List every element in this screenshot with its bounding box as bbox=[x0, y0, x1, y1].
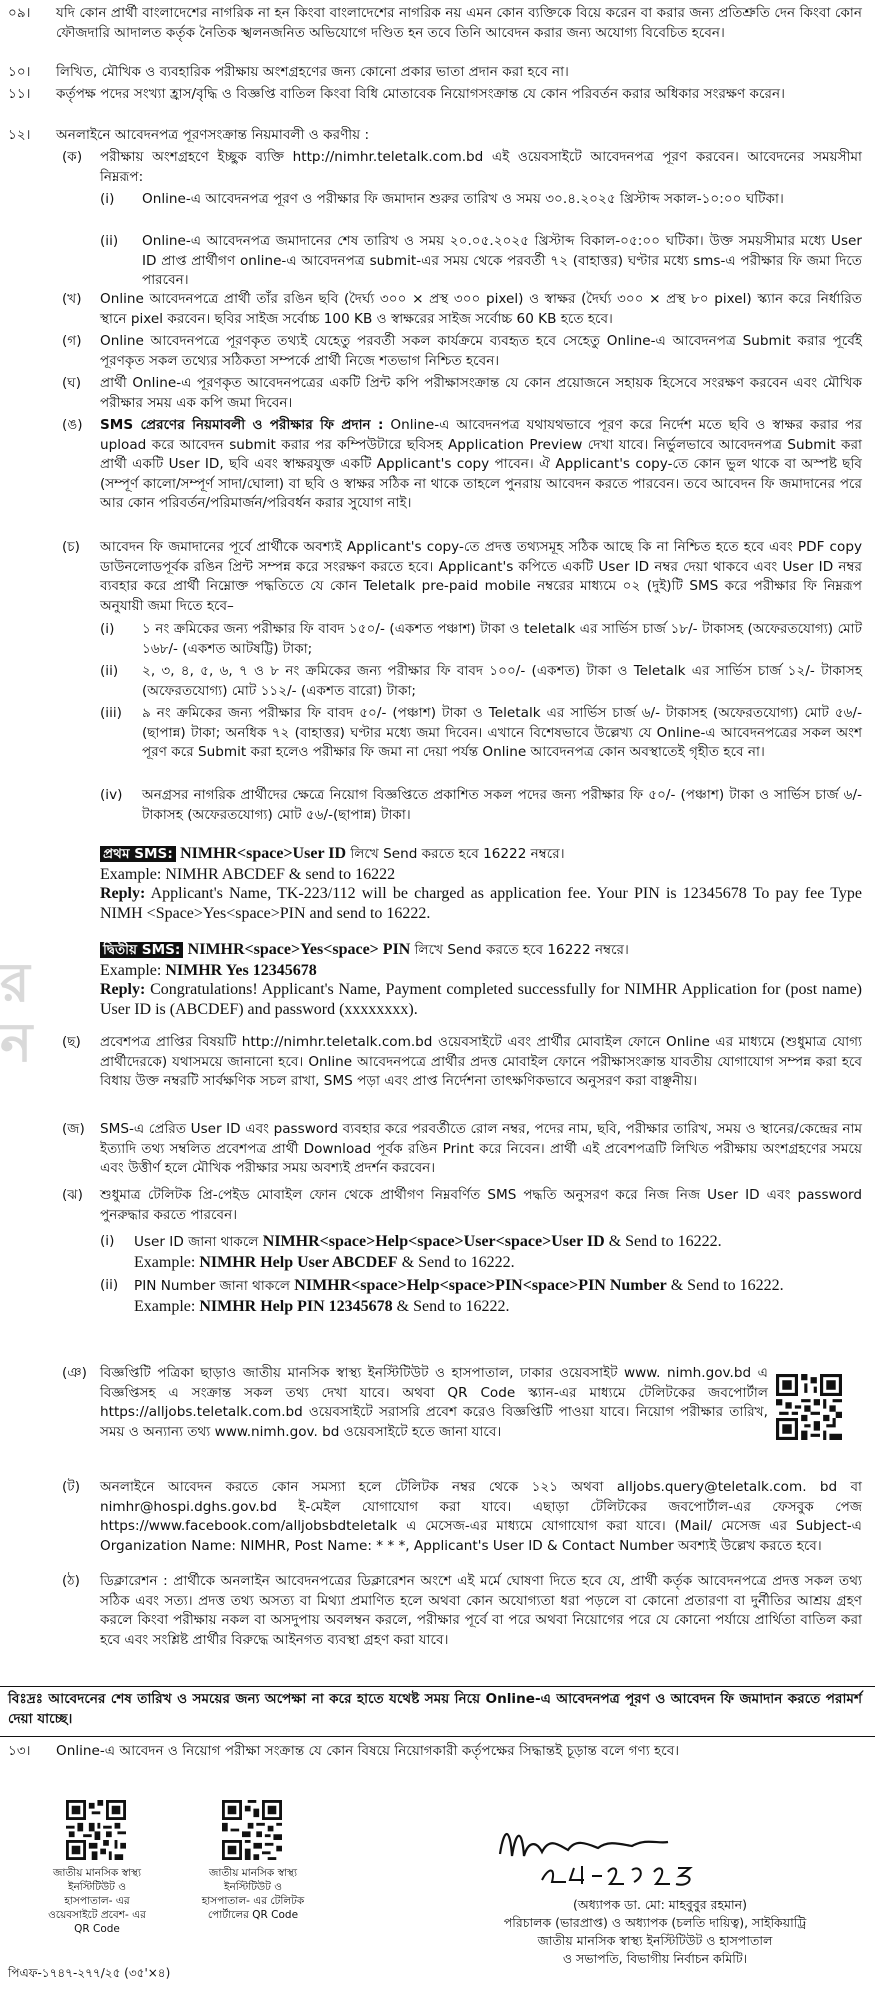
sub-text: ৯ নং ক্রমিকের জন্য পরীক্ষার ফি বাবদ ৫০/- (পঞ্চাশ) টাকা ও Teletalk এর সার্ভিস চার্জ ৬/- টাকাসহ (অফেরতযোগ্য) মোট ৫৬/- (ছাপান্ন) টাকা; অনধিক ৭২ (বাহাত্তর) ঘণ্টার মধ্যে জমা দিবেন। এখানে বিশেষভাবে উল্লেখ্য যে Online-এ আবেদনপত্রের সকল অংশ পূরণ করে Submit করা হলেও পরীক্ষার ফি জমা না দেয়া পর্যন্ত Online আবেদনপত্র কোন অবস্থাতেই গৃহীত হবে না। bbox=[142, 705, 862, 760]
section-text: অনলাইনে আবেদন করতে কোন সমস্যা হলে টেলিটক নম্বর থেকে ১২১ অথবা alljobs.query@teletalk.com. bd বা nimhr@hospi.dghs.gov.bd ই-মেইল যোগাযোগ করা যাবে। এছাড়া টেলিটকের জবপোর্টাল-এর ফেসবুক পেজ https://www.facebook.com/alljobsbdteletalk এ মেসেজ-এর মাধ্যমে যোগাযোগ করা যাবে। (Mail/ মেসেজ এর Subject-এ Organization Name: NIMHR, Post Name: * * *, Applicant's User ID & Contact Number অবশ্যই উল্লেখ করতে হবে। bbox=[100, 1479, 862, 1554]
sms-second-reply: Congratulations! Applicant's Name, Payment completed successfully for NIMHR Application for (post name) User ID is (ABCDEF) and password (xxxxxxxx). bbox=[100, 981, 862, 1018]
sms-second-block bbox=[100, 940, 862, 1028]
sms-first-reply: Applicant's Name, TK-223/112 will be charged as application fee. Your PIN is 12345678 To pay fee Type NIMH <Space>Yes<space>PIN and send to 16222. bbox=[100, 885, 862, 922]
sub-text: ১ নং ক্রমিকের জন্য পরীক্ষার ফি বাবদ ১৫০/- (একশত পঞ্চাশ) টাকা ও teletalk এর সার্ভিস চার্জ ১৮/- টাকাসহ (অফেরতযোগ্য) মোট ১৬৮/- (একশত আটষট্টি) টাকা; bbox=[142, 621, 862, 657]
signatory-committee: ও সভাপতি, বিভাগীয় নির্বাচন কমিটি। bbox=[562, 1951, 748, 1966]
section-label: (চ) bbox=[62, 539, 80, 555]
reply-label: Reply: bbox=[100, 885, 146, 902]
item-text: লিখিত, মৌখিক ও ব্যবহারিক পরীক্ষায় অংশগ্রহণের জন্য কোনো প্রকার ভাতা প্রদান করা হবে না। bbox=[56, 64, 569, 80]
section-ta bbox=[0, 1478, 875, 1568]
note-advice: বিঃদ্রঃ আবেদনের শেষ তারিখ ও সময়ের জন্য অপেক্ষা না করে হাতে যথেষ্ট সময় নিয়ে Online-এ আবেদনপত্র পূরণ ও আবেদন ফি জমাদান করতে পরামর্শ দেয়া যাচ্ছে। bbox=[8, 1691, 862, 1727]
section-text: Online আবেদনপত্রে পূরণকৃত তথ্যই যেহেতু পরবর্তী সকল কার্যক্রমে ব্যবহৃত হবে সেহেতু Online-এ আবেদনপত্র Submit করার পূর্বেই পূরণকৃত সকল তথ্যের সঠিকতা সম্পর্কে প্রার্থী নিজে শতভাগ নিশ্চিত হবেন। bbox=[100, 333, 862, 369]
sub-label: (ii) bbox=[100, 233, 119, 249]
sub-text: Online-এ আবেদনপত্র জমাদানের শেষ তারিখ ও সময় ২০.০৫.২০২৫ খ্রিস্টাব্দ বিকাল-০৫:০০ ঘটিকা। উক্ত সময়সীমার মধ্যে User ID প্রাপ্ত প্রার্থীগণ online-এ আবেদনপত্র submit-এর সময় থেকে পরবর্তী ৭২ (বাহাত্তর) ঘণ্টার মধ্যে sms-এ পরীক্ষার ফি জমা দিতে পারবেন। bbox=[142, 233, 862, 288]
sms-second-instruction: লিখে Send করতে হবে 16222 নম্বরে। bbox=[410, 942, 629, 958]
item-13 bbox=[0, 1742, 875, 1764]
section-text: Online আবেদনপত্রে প্রার্থী তাঁর রঙিন ছবি (দৈর্ঘ্য ৩০০ × প্রস্থ ৩০০ pixel) ও স্বাক্ষর (দৈর্ঘ্য ৩০০ × প্রস্থ ৮০ pixel) স্ক্যান করে নির্ধারিত স্থানে pixel করবেন। ছবির সাইজ সর্বোচ্চ 100 KB ও স্বাক্ষরের সাইজ সর্বোচ্চ 60 KB হতে হবে। bbox=[100, 291, 862, 327]
watermark-letters: র ন bbox=[0, 951, 33, 1074]
section-text: শুধুমাত্র টেলিটক প্রি-পেইড মোবাইল ফোন থেকে প্রার্থীগণ নিম্নবর্ণিত SMS পদ্ধতি অনুসরণ করে নিজ নিজ User ID এবং password পুনরুদ্ধার করতে পারবেন। bbox=[100, 1187, 862, 1223]
item-text: অনলাইনে আবেদনপত্র পূরণসংক্রান্ত নিয়মাবলী ও করণীয় : bbox=[56, 127, 370, 143]
signatory-name: (অধ্যাপক ডা. মো: মাহবুবুর রহমান) bbox=[573, 1897, 747, 1912]
recover-pin-text: PIN Number জানা থাকলে bbox=[134, 1278, 295, 1294]
recover-pin-example-send: & Send to 16222. bbox=[392, 1297, 510, 1315]
example-prefix: Example: bbox=[100, 961, 166, 979]
section-label: (ছ) bbox=[62, 1034, 81, 1050]
sub-label: (i) bbox=[100, 1233, 115, 1249]
item-12 bbox=[0, 126, 875, 148]
section-tha bbox=[0, 1572, 875, 1680]
item-number: ১৩। bbox=[8, 1743, 31, 1759]
sub-label: (iv) bbox=[100, 787, 123, 803]
recover-userid-code: NIMHR<space>Help<space>User<space>User ID bbox=[262, 1233, 605, 1250]
section-text: SMS-এ প্রেরিত User ID এবং password ব্যবহার করে পরবর্তীতে রোল নম্বর, পদের নাম, ছবি, পরীক্ষার তারিখ, সময় ও স্থানের/কেন্দ্রের নাম ইত্যাদি তথ্য সম্বলিত প্রবেশপত্র প্রার্থী Download পূর্বক রঙিন Print করে নিবেন। প্রার্থী এই প্রবেশপত্রটি লিখিত পরীক্ষায় অংশগ্রহণের সময়ে এবং উত্তীর্ণ হলে মৌখিক পরীক্ষার সময় অবশ্যই প্রদর্শন করবেন। bbox=[100, 1121, 862, 1176]
section-label: (গ) bbox=[62, 333, 82, 349]
item-11 bbox=[0, 85, 875, 127]
example-prefix: Example: bbox=[134, 1297, 200, 1315]
sub-label: (i) bbox=[100, 191, 115, 207]
section-cha bbox=[0, 538, 875, 834]
item-number: ১১। bbox=[8, 86, 31, 102]
section-label: (ঞ) bbox=[62, 1365, 87, 1381]
section-label: (জ) bbox=[62, 1121, 85, 1137]
item-text: যদি কোন প্রার্থী বাংলাদেশের নাগরিক না হন কিংবা বাংলাদেশের নাগরিক নয় এমন কোন ব্যক্তিকে বিয়ে করেন বা করার জন্য প্রতিশ্রুতি দেন কিংবা কোন ফৌজদারি আদালত কর্তৃক নৈতিক স্খলনজনিত অভিযোগে দণ্ডিত হন তবে তিনি আবেদন করার জন্য অযোগ্য বিবেচিত হবেন। bbox=[56, 5, 862, 41]
item-text: কর্তৃপক্ষ পদের সংখ্যা হ্রাস/বৃদ্ধি ও বিজ্ঞপ্তি বাতিল কিংবা বিধি মোতাবেক নিয়োগসংক্রান্ত যে কোন পরিবর্তন করার অধিকার সংরক্ষণ করেন। bbox=[56, 86, 785, 102]
section-text: আবেদন ফি জমাদানের পূর্বে প্রার্থীকে অবশ্যই Applicant's copy-তে প্রদত্ত তথ্যসমূহ সঠিক আছে কি না নিশ্চিত হতে হবে এবং PDF copy ডাউনলোডপূর্বক রঙিন প্রিন্ট সম্পন্ন করে সংরক্ষণ করতে হবে। Applicant's কপিতে একটি User ID নম্বর দেয়া থাকবে এবং User ID নম্বর ব্যবহার করে প্রার্থী নিম্নোক্ত পদ্ধতিতে যে কোন Teletalk pre-paid mobile নম্বরের মাধ্যমে ০২ (দুই)টি SMS করে পরীক্ষার ফি নিম্নরূপ অনুযায়ী জমা দিতে হবে– bbox=[100, 539, 862, 614]
recover-pin-send: & Send to 16222. bbox=[666, 1277, 784, 1294]
section-label: (ঘ) bbox=[62, 375, 82, 391]
recover-userid-text: User ID জানা থাকলে bbox=[134, 1234, 263, 1250]
item-number: ১২। bbox=[8, 127, 31, 143]
signature-image bbox=[490, 1816, 790, 1888]
section-label: (ঠ) bbox=[62, 1573, 80, 1589]
section-ja bbox=[0, 1120, 875, 1182]
item-09 bbox=[0, 4, 875, 64]
footer-code: পিএফ-১৭৪৭-২৭৭/২৫ (৩৫'×৪) bbox=[8, 1966, 171, 1980]
sub-label: (i) bbox=[100, 621, 115, 637]
divider bbox=[0, 1686, 875, 1687]
qr-caption-website: জাতীয় মানসিক স্বাস্থ্য ইনস্টিটিউট ও হাসপাতাল- এর ওয়েবসাইটে প্রবেশ- এর QR Code bbox=[48, 1867, 146, 1935]
section-label: (খ) bbox=[62, 291, 82, 307]
item-text: Online-এ আবেদন ও নিয়োগ পরীক্ষা সংক্রান্ত যে কোন বিষয়ে নিয়োগকারী কর্তৃপক্ষের সিদ্ধান্তই চূড়ান্ত বলে গণ্য হবে। bbox=[56, 1743, 680, 1759]
section-ka bbox=[0, 148, 875, 288]
section-label: (ঝ) bbox=[62, 1187, 83, 1203]
section-label: (ঙ) bbox=[62, 417, 83, 433]
signatory-designation: পরিচালক (ভারপ্রাপ্ত) ও অধ্যাপক (চলতি দায়িত্ব), সাইকিয়াট্রি bbox=[503, 1915, 807, 1930]
qr-caption-teletalk: জাতীয় মানসিক স্বাস্থ্য ইনস্টিটিউট ও হাসপাতাল- এর টেলিটক পোর্টালের QR Code bbox=[201, 1867, 305, 1921]
signatory-institute: জাতীয় মানসিক স্বাস্থ্য ইনস্টিটিউট ও হাসপাতাল bbox=[537, 1933, 773, 1948]
sms-second-label: দ্বিতীয় SMS: bbox=[100, 942, 183, 958]
section-label: (ক) bbox=[62, 149, 83, 165]
sms-first-example: Example: NIMHR ABCDEF & send to 16222 bbox=[100, 865, 396, 883]
sms-first-code: NIMHR<space>User ID bbox=[180, 845, 347, 862]
sms-first-instruction: লিখে Send করতে হবে 16222 নম্বরে। bbox=[346, 846, 565, 862]
sms-first-label: প্রথম SMS: bbox=[100, 846, 176, 862]
recover-userid-send: & Send to 16222. bbox=[604, 1233, 722, 1250]
sub-text: অনগ্রসর নাগরিক প্রার্থীদের ক্ষেত্রে নিয়োগ বিজ্ঞপ্তিতে প্রকাশিত সকল পদের জন্য পরীক্ষার ফি ৫০/- (পঞ্চাশ) টাকা ও সার্ভিস চার্জ ৬/- টাকাসহ (অফেরতযোগ্য) মোট ৫৬/-(ছাপান্ন) টাকা। bbox=[142, 787, 862, 823]
qr-code-teletalk-icon bbox=[222, 1800, 282, 1860]
sms-second-code: NIMHR<space>Yes<space> PIN bbox=[187, 941, 411, 958]
section-heading: SMS প্রেরণের নিয়মাবলী ও পরীক্ষার ফি প্রদান : bbox=[100, 417, 384, 433]
section-text: প্রার্থী Online-এ পূরণকৃত আবেদনপত্রের একটি প্রিন্ট কপি পরীক্ষাসংক্রান্ত যে কোন প্রয়োজনে সহায়ক হিসেবে সংরক্ষণ করবেন এবং মৌখিক পরীক্ষার সময় এক কপি জমা দিবেন। bbox=[100, 375, 862, 411]
qr-code-website-icon bbox=[66, 1800, 126, 1860]
section-text: প্রবেশপত্র প্রাপ্তির বিষয়টি http://nimhr.teletalk.com.bd ওয়েবসাইটে এবং প্রার্থীর মোবাইল ফোনে Online এর মাধ্যমে (শুধুমাত্র যোগ্য প্রার্থীদেরকে) যথাসময়ে জানানো হবে। Online আবেদনপত্রে প্রার্থীর প্রদত্ত মোবাইল ফোনে পরীক্ষাসংক্রান্ত যাবতীয় যোগাযোগ সম্পন্ন করা হবে বিধায় উক্ত নম্বরটি সার্বক্ষণিক সচল রাখা, SMS পড়া এবং প্রাপ্ত নির্দেশনা তাৎক্ষণিকভাবে অনুসরণ করা বাঞ্ছনীয়। bbox=[100, 1034, 862, 1089]
section-text: বিজ্ঞপ্তিটি পত্রিকা ছাড়াও জাতীয় মানসিক স্বাস্থ্য ইনস্টিটিউট ও হাসপাতাল, ঢাকার ওয়েবসাইট www. nimh.gov.bd এ বিজ্ঞপ্তিসহ এ সংক্রান্ত সকল তথ্য দেখা যাবে। অথবা QR Code স্ক্যান-এর মাধ্যমে টেলিটকের জবপোর্টাল https://alljobs.teletalk.com.bd ওয়েবসাইটে সরাসরি প্রবেশ করেও বিজ্ঞপ্তিটি পাওয়া যাবে। নিয়োগ পরীক্ষার তারিখ, সময় ও অন্যান্য তথ্য www.nimh.gov. bd ওয়েবসাইটে হতে জানা যাবে। bbox=[100, 1365, 768, 1440]
section-nga bbox=[0, 416, 875, 538]
item-number: ১০। bbox=[8, 64, 31, 80]
recover-userid-example-send: & Send to 16222. bbox=[397, 1253, 515, 1271]
sub-label: (ii) bbox=[100, 663, 119, 679]
sub-text: ২, ৩, ৪, ৫, ৬, ৭ ও ৮ নং ক্রমিকের জন্য পরীক্ষার ফি বাবদ ১০০/- (একশত) টাকা ও Teletalk এর সার্ভিস চার্জ ১২/- টাকাসহ (অফেরতযোগ্য) মোট ১১২/- (একশত বারো) টাকা; bbox=[142, 663, 862, 699]
section-jha bbox=[0, 1186, 875, 1356]
sub-text: Online-এ আবেদনপত্র পূরণ ও পরীক্ষার ফি জমাদান শুরুর তারিখ ও সময় ৩০.৪.২০২৫ খ্রিস্টাব্দ সকাল-১০:০০ ঘটিকা। bbox=[142, 191, 784, 207]
section-kha bbox=[0, 290, 875, 332]
section-text: পরীক্ষায় অংশগ্রহণে ইচ্ছুক ব্যক্তি http://nimhr.teletalk.com.bd এই ওয়েবসাইটে আবেদনপত্র পূরণ করবেন। আবেদনের সময়সীমা নিম্নরূপ: bbox=[100, 149, 862, 185]
qr-code-icon bbox=[776, 1374, 842, 1440]
sub-label: (iii) bbox=[100, 705, 122, 721]
section-label: (ট) bbox=[62, 1479, 81, 1495]
section-text: ডিক্লারেশন : প্রার্থীকে অনলাইন আবেদনপত্রের ডিক্লারেশন অংশে এই মর্মে ঘোষণা দিতে হবে যে, প্রার্থী কর্তৃক আবেদনপত্রে প্রদত্ত সকল তথ্য সঠিক এবং সত্য। প্রদত্ত তথ্য অসত্য বা মিথ্যা প্রমাণিত হলে অথবা কোন অযোগ্যতা ধরা পড়লে বা কোনো প্রতারণা বা দুর্নীতির আশ্রয় গ্রহণ করলে কিংবা পরীক্ষায় নকল বা অসদুপায় অবলম্বন করলে, পরীক্ষার পূর্বে বা পরে অথবা নিয়োগের পরে যে কোনো পর্যায়ে প্রার্থিতা বাতিল করা হবে এবং সংশ্লিষ্ট প্রার্থীর বিরুদ্ধে আইনগত ব্যবস্থা গ্রহণ করা যাবে। bbox=[100, 1573, 862, 1648]
section-nio bbox=[0, 1364, 875, 1474]
recover-userid-example: NIMHR Help User ABCDEF bbox=[199, 1253, 398, 1271]
recover-pin-example: NIMHR Help PIN 12345678 bbox=[199, 1297, 393, 1315]
sub-label: (ii) bbox=[100, 1277, 119, 1293]
example-prefix: Example: bbox=[134, 1253, 200, 1271]
section-ga bbox=[0, 332, 875, 374]
item-10 bbox=[0, 63, 875, 85]
sms-second-example-code: NIMHR Yes 12345678 bbox=[165, 961, 317, 979]
sms-first-block bbox=[100, 844, 862, 932]
reply-label: Reply: bbox=[100, 981, 146, 998]
divider bbox=[0, 1736, 875, 1737]
item-number: ০৯। bbox=[8, 5, 31, 21]
recover-pin-code: NIMHR<space>Help<space>PIN<space>PIN Number bbox=[294, 1277, 667, 1294]
section-chha bbox=[0, 1033, 875, 1115]
section-text: Online-এ আবেদনপত্র যথাযথভাবে পূরণ করে নির্দেশ মতে ছবি ও স্বাক্ষর করার পর upload করে আবেদন submit করার পর কম্পিউটারে ছবিসহ Application Preview দেখা যাবে। নির্ভুলভাবে আবেদনপত্র Submit করা প্রার্থী একটি User ID, ছবি এবং স্বাক্ষরযুক্ত একটি Applicant's copy পাবেন। ঐ Applicant's copy-তে কোন ভুল থাকে বা অস্পষ্ট ছবি (সম্পূর্ণ কালো/সম্পূর্ণ সাদা/ঘোলা) বা ছবি ও স্বাক্ষর সঠিক না থাকে তাহলে পুনরায় আবেদন করতে পারবেন। তবে আবেদন ফি জমাদানের পরে আর কোন পরিবর্তন/পরিমার্জন/পরিবর্ধন করার সুযোগ নাই। bbox=[100, 417, 862, 511]
section-gha bbox=[0, 374, 875, 416]
